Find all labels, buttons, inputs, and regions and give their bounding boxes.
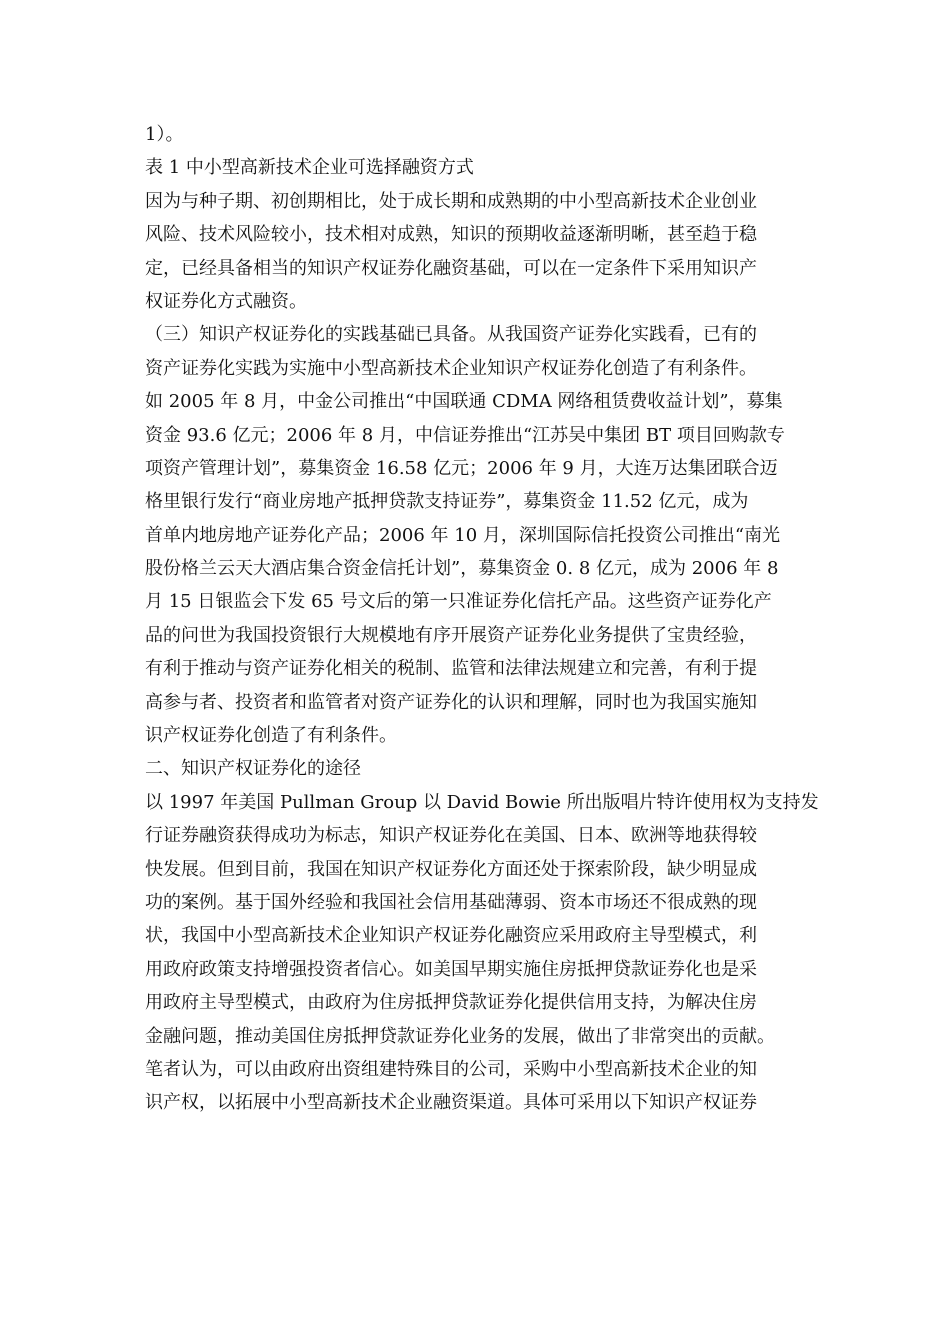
section-heading: 二、知识产权证券化的途径 <box>145 758 361 780</box>
text-line: 识产权证券化创造了有利条件。 <box>145 725 397 747</box>
text-line: 笔者认为，可以由政府出资组建特殊目的公司，采购中小型高新技术企业的知 <box>145 1058 757 1080</box>
text-line: 用政府政策支持增强投资者信心。如美国早期实施住房抵押贷款证券化也是采 <box>145 958 757 980</box>
text-line: 如 2005 年 8 月，中金公司推出“中国联通 CDMA 网络租赁费收益计划”，募集 <box>145 391 783 413</box>
text-line: 项资产管理计划”，募集资金 16.58 亿元；2006 年 9 月，大连万达集团联合迈 <box>145 457 778 479</box>
table-caption: 表 1 中小型高新技术企业可选择融资方式 <box>145 157 474 179</box>
document-body <box>145 118 825 1120</box>
text-line: 1）。 <box>145 124 184 145</box>
section-heading: （三）知识产权证券化的实践基础已具备。从我国资产证券化实践看，已有的 <box>145 324 757 346</box>
text-line: 金融问题，推动美国住房抵押贷款证券化业务的发展，做出了非常突出的贡献。 <box>145 1025 775 1047</box>
text-line: 资金 93.6 亿元；2006 年 8 月，中信证券推出“江苏吴中集团 BT 项目回购款专 <box>145 424 785 446</box>
text-line: 资产证券化实践为实施中小型高新技术企业知识产权证券化创造了有利条件。 <box>145 357 757 379</box>
text-line: 定，已经具备相当的知识产权证券化融资基础，可以在一定条件下采用知识产 <box>145 257 757 279</box>
text-line: 月 15 日银监会下发 65 号文后的第一只准证券化信托产品。这些资产证券化产 <box>145 591 772 613</box>
text-line: 以 1997 年美国 Pullman Group 以 David Bowie 所出版唱片特许使用权为支持发 <box>145 791 819 813</box>
text-line: 快发展。但到目前，我国在知识产权证券化方面还处于探索阶段，缺少明显成 <box>145 858 757 880</box>
text-line: 识产权，以拓展中小型高新技术企业融资渠道。具体可采用以下知识产权证券 <box>145 1092 757 1114</box>
text-line: 状，我国中小型高新技术企业知识产权证券化融资应采用政府主导型模式，利 <box>145 925 757 947</box>
text-line: 权证券化方式融资。 <box>145 290 307 312</box>
text-line: 有利于推动与资产证券化相关的税制、监管和法律法规建立和完善，有利于提 <box>145 658 757 680</box>
text-line: 用政府主导型模式，由政府为住房抵押贷款证券化提供信用支持，为解决住房 <box>145 992 757 1014</box>
text-line: 行证券融资获得成功为标志，知识产权证券化在美国、日本、欧洲等地获得较 <box>145 825 757 847</box>
text-line: 品的问世为我国投资银行大规模地有序开展资产证券化业务提供了宝贵经验， <box>145 624 757 646</box>
text-line: 格里银行发行“商业房地产抵押贷款支持证券”，募集资金 11.52 亿元，成为 <box>145 491 749 513</box>
text-line: 功的案例。基于国外经验和我国社会信用基础薄弱、资本市场还不很成熟的现 <box>145 891 757 913</box>
text-line: 风险、技术风险较小，技术相对成熟，知识的预期收益逐渐明晰，甚至趋于稳 <box>145 224 757 246</box>
text-line: 股份格兰云天大酒店集合资金信托计划”，募集资金 0. 8 亿元，成为 2006 年 8 <box>145 558 779 580</box>
text-line: 因为与种子期、初创期相比，处于成长期和成熟期的中小型高新技术企业创业 <box>145 190 757 212</box>
text-line: 首单内地房地产证券化产品；2006 年 10 月，深圳国际信托投资公司推出“南光 <box>145 524 781 546</box>
text-line: 高参与者、投资者和监管者对资产证券化的认识和理解，同时也为我国实施知 <box>145 691 757 713</box>
